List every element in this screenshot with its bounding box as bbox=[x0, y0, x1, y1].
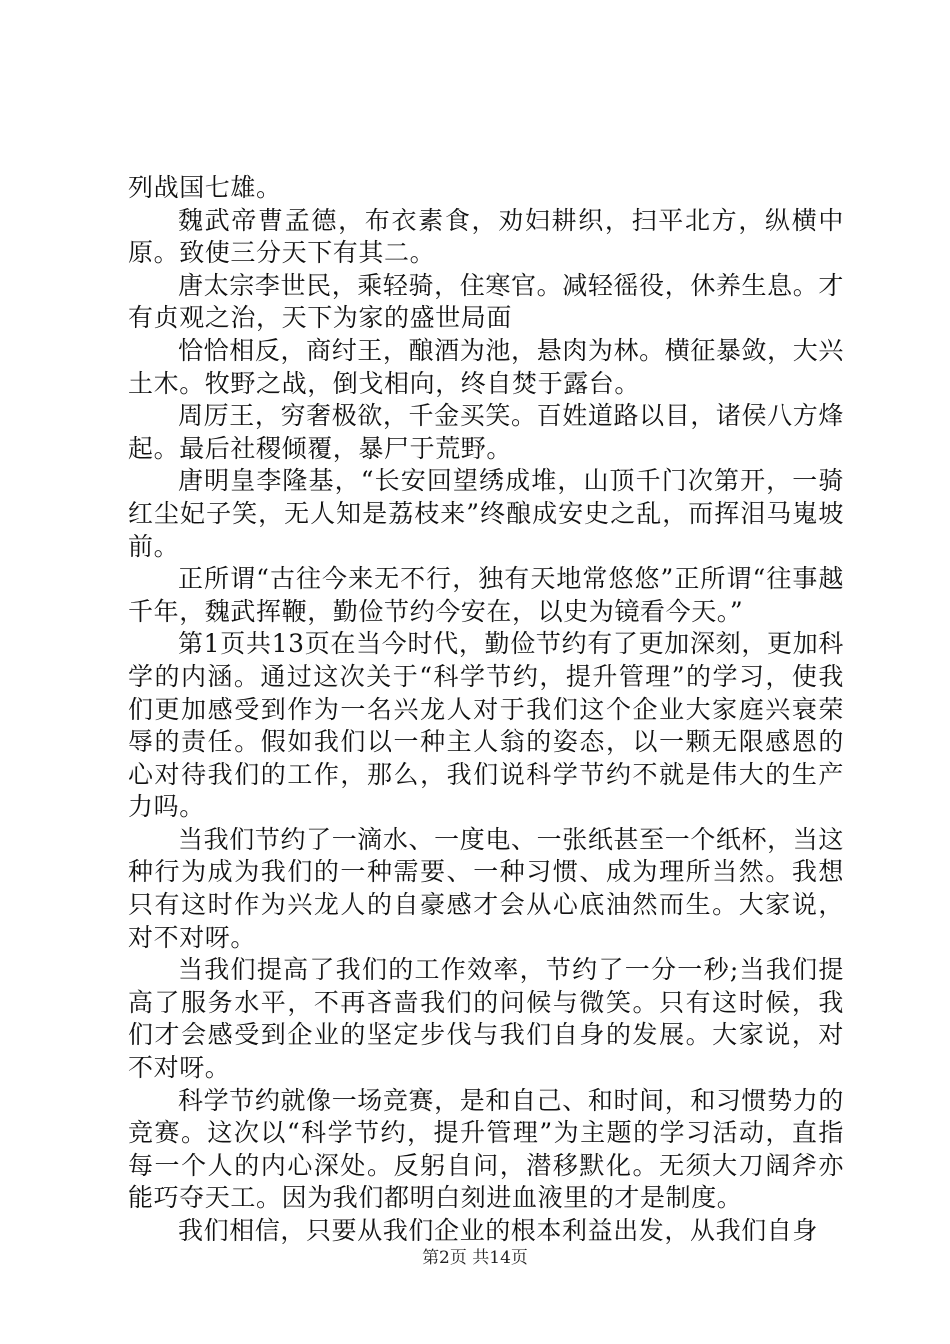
body-text bbox=[128, 172, 844, 1248]
paragraph: 当我们提高了我们的工作效率，节约了一分一秒;当我们提高了服务水平，不再吝啬我们的问候与微笑。只有这时候，我们才会感受到企业的坚定步伐与我们自身的发展。大家说，对不对呀。 bbox=[128, 955, 844, 1083]
paragraph: 恰恰相反，商纣王，酿酒为池，悬肉为林。横征暴敛，大兴土木。牧野之战，倒戈相向，终自焚于露台。 bbox=[128, 335, 844, 398]
paragraph: 当我们节约了一滴水、一度电、一张纸甚至一个纸杯，当这种行为成为我们的一种需要、一种习惯、成为理所当然。我想只有这时作为兴龙人的自豪感才会从心底油然而生。大家说，对不对呀。 bbox=[128, 824, 844, 952]
paragraph: 我们相信，只要从我们企业的根本利益出发，从我们自身 bbox=[178, 1216, 819, 1245]
paragraph: 唐明皇李隆基，“长安回望绣成堆，山顶千门次第开，一骑红尘妃子笑，无人知是荔枝来”终酿成安史之乱，而挥泪马嵬坡前。 bbox=[128, 466, 844, 561]
paragraph: 第1页共13页在当今时代，勤俭节约有了更加深刻，更加科学的内涵。通过这次关于“科学节约，提升管理”的学习，使我们更加感受到作为一名兴龙人对于我们这个企业大家庭兴衰荣辱的责任。假如我们以一种主人翁的姿态，以一颗无限感恩的心对待我们的工作，那么，我们说科学节约不就是伟大的生产力吗。 bbox=[128, 629, 844, 822]
page-footer: 第2页 共14页 bbox=[422, 1248, 528, 1268]
paragraph: 周厉王，穷奢极欲，千金买笑。百姓道路以目，诸侯八方烽起。最后社稷倾覆，暴尸于荒野。 bbox=[128, 401, 844, 463]
paragraph: 科学节约就像一场竞赛，是和自己、和时间，和习惯势力的竞赛。这次以“科学节约，提升管理”为主题的学习活动，直指每一个人的内心深处。反躬自问，潜移默化。无须大刀阔斧亦能巧夺天工。因为我们都明白刻进血液里的才是制度。 bbox=[128, 1085, 844, 1213]
paragraph: 正所谓“古往今来无不行，独有天地常悠悠”正所谓“往事越千年，魏武挥鞭，勤俭节约今安在，以史为镜看今天。” bbox=[128, 564, 844, 626]
paragraph: 唐太宗李世民，乘轻骑，住寒官。减轻徭役，休养生息。才有贞观之治，天下为家的盛世局面 bbox=[128, 270, 844, 333]
paragraph: 魏武帝曹孟德，布衣素食，劝妇耕织，扫平北方，纵横中原。致使三分天下有其二。 bbox=[128, 205, 844, 268]
paragraph: 列战国七雄。 bbox=[128, 173, 282, 202]
